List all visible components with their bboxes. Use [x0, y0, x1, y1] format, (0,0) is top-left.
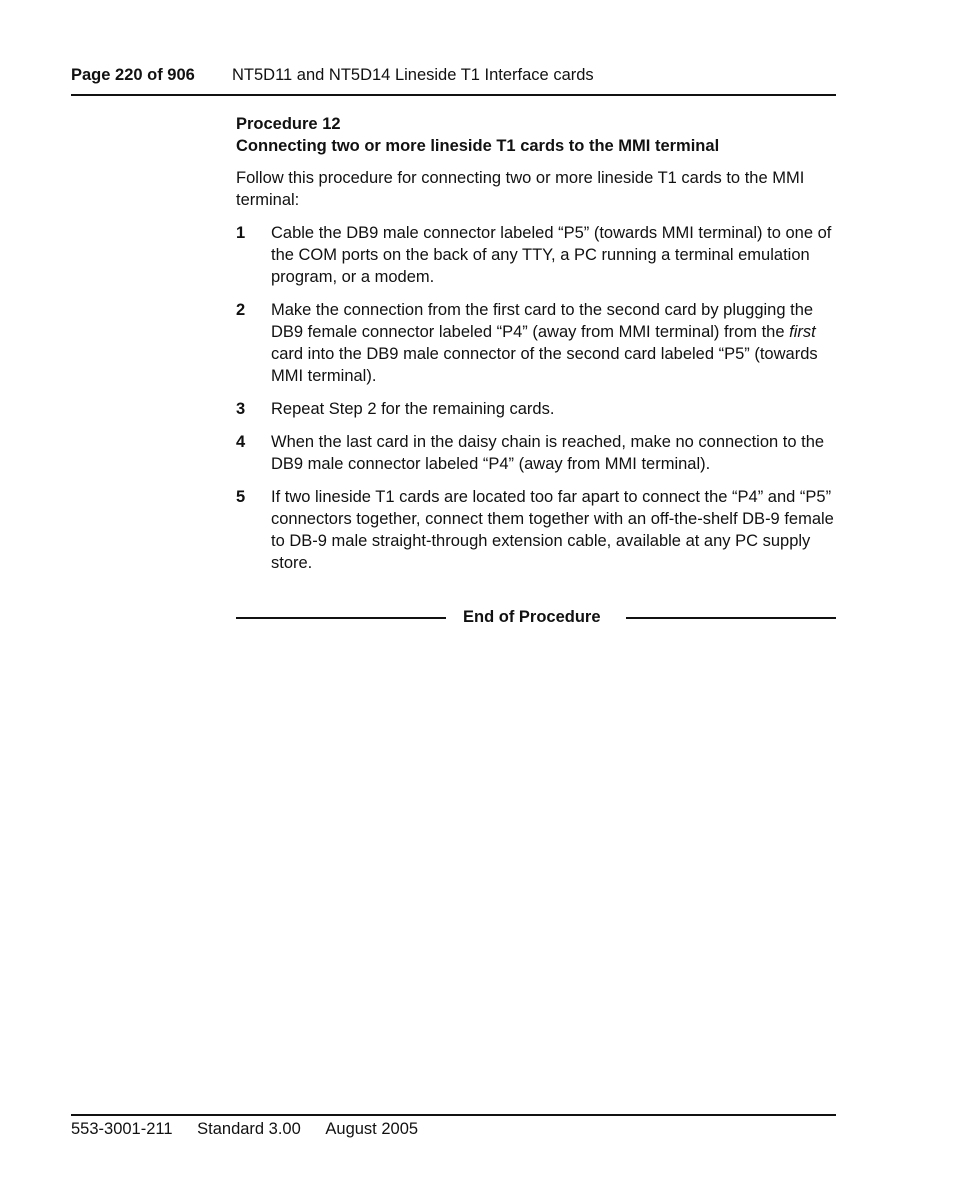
step-text-part: Make the connection from the first card to the second card by plugging the DB9 female connector labeled “P4” (away from MMI terminal) from the: [271, 301, 814, 341]
publication-date: August 2005: [325, 1120, 419, 1138]
step-item: [236, 431, 836, 475]
step-item: [236, 222, 836, 288]
step-number: 5: [236, 488, 246, 506]
end-of-procedure-label: End of Procedure: [463, 608, 601, 626]
step-number: 3: [236, 400, 246, 418]
step-text: Repeat Step 2 for the remaining cards.: [271, 400, 555, 418]
page-number: Page 220 of 906: [71, 66, 195, 84]
standard-version: Standard 3.00: [197, 1120, 301, 1138]
step-text-emphasis: first: [789, 323, 816, 341]
page-header: [71, 66, 836, 96]
step-item: [236, 486, 836, 574]
procedure-section: [236, 113, 836, 585]
step-text-part: card into the DB9 male connector of the second card labeled “P5” (towards MMI terminal).: [271, 345, 818, 385]
document-title: NT5D11 and NT5D14 Lineside T1 Interface cards: [232, 66, 594, 84]
document-number: 553-3001-211: [71, 1120, 173, 1138]
step-text: If two lineside T1 cards are located too far apart to connect the “P4” and “P5” connectors together, connect them together with an off-the-shelf DB-9 female to DB-9 male straight-through extension cable, available at any PC supply store.: [271, 488, 834, 572]
step-number: 4: [236, 433, 246, 451]
divider-line: [236, 617, 446, 619]
step-text: Cable the DB9 male connector labeled “P5” (towards MMI terminal) to one of the COM ports on the back of any TTY, a PC running a terminal emulation program, or a modem.: [271, 224, 832, 286]
step-item: [236, 398, 836, 420]
step-list: [236, 222, 836, 574]
step-text: When the last card in the daisy chain is reached, make no connection to the DB9 male connector labeled “P4” (away from MMI terminal).: [271, 433, 825, 473]
step-item: [236, 299, 836, 387]
step-number: 1: [236, 224, 246, 242]
page-footer: [71, 1114, 836, 1139]
divider-line: [626, 617, 836, 619]
procedure-label: Procedure 12: [236, 115, 341, 133]
end-of-procedure-marker: [236, 606, 836, 628]
step-text: [271, 299, 836, 387]
step-number: 2: [236, 301, 246, 319]
procedure-intro: Follow this procedure for connecting two or more lineside T1 cards to the MMI terminal:: [236, 169, 805, 209]
procedure-title: Connecting two or more lineside T1 cards to the MMI terminal: [236, 137, 720, 155]
